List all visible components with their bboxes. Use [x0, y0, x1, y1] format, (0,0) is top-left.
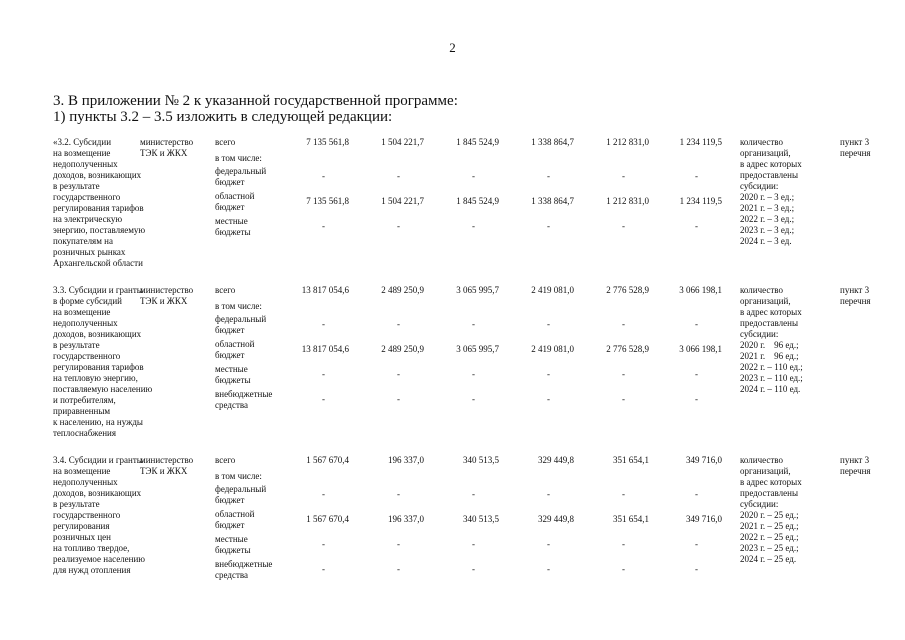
funding-value: - [695, 221, 698, 231]
funding-value: 1 338 864,7 [531, 137, 574, 147]
funding-value: - [322, 319, 325, 329]
indicator-result: количество организаций, в адрес которых предоставлены субсидии: 2020 г. – 3 ед.; 2021 г. – 3 ед.; 2022 г. – 3 ед.; 2023 г. – 3 ед.; 2024 г. – 3 ед. [740, 137, 802, 246]
funding-value: 1 212 831,0 [606, 196, 649, 206]
measure-name: 3.3. Субсидии и гранты в форме субсидий на возмещение недополученных доходов, возникающих в результате государственного регулирования тарифов на тепловую энергию, поставляемую населению и потребителям, приравненным к населению, на нужды теплоснабжения [53, 285, 153, 438]
funding-value: - [397, 171, 400, 181]
funding-value: 1 212 831,0 [606, 137, 649, 147]
funding-source: всего [215, 455, 236, 465]
funding-value: 7 135 561,8 [306, 137, 349, 147]
funding-source: областной бюджет [215, 339, 255, 360]
funding-value: 196 337,0 [388, 514, 424, 524]
funding-value: - [322, 221, 325, 231]
funding-value: - [322, 539, 325, 549]
funding-value: - [547, 171, 550, 181]
funding-source: внебюджетные средства [215, 559, 273, 580]
funding-value: - [472, 221, 475, 231]
funding-value: - [322, 394, 325, 404]
funding-source: в том числе: [215, 301, 262, 311]
heading [53, 93, 458, 125]
heading-line-1: 3. В приложении № 2 к указанной государственной программе: [53, 93, 458, 109]
funding-value: 2 776 528,9 [606, 285, 649, 295]
funding-value: - [397, 539, 400, 549]
funding-source: федеральный бюджет [215, 484, 267, 505]
funding-value: - [547, 539, 550, 549]
funding-value: 13 817 054,6 [301, 344, 349, 354]
funding-value: - [695, 564, 698, 574]
funding-value: 2 419 081,0 [531, 344, 574, 354]
funding-value: - [622, 564, 625, 574]
list-reference: пункт 3 перечня [840, 285, 871, 306]
funding-value: - [472, 489, 475, 499]
funding-value: - [397, 319, 400, 329]
funding-value: - [695, 171, 698, 181]
indicator-result: количество организаций, в адрес которых предоставлены субсидии: 2020 г. 96 ед.; 2021 г. 96 ед.; 2022 г. – 110 ед.; 2023 г. – 110 ед.; 2024 г. – 110 ед. [740, 285, 803, 394]
funding-value: - [547, 319, 550, 329]
funding-value: - [547, 394, 550, 404]
executor: министерство ТЭК и ЖКХ [140, 285, 194, 306]
funding-value: 13 817 054,6 [301, 285, 349, 295]
funding-source: в том числе: [215, 471, 262, 481]
funding-value: - [695, 319, 698, 329]
funding-value: 1 567 670,4 [306, 514, 349, 524]
list-reference: пункт 3 перечня [840, 137, 871, 158]
funding-value: 1 234 119,5 [679, 196, 722, 206]
funding-value: 351 654,1 [613, 455, 649, 465]
funding-value: - [622, 171, 625, 181]
indicator-result: количество организаций, в адрес которых предоставлены субсидии: 2020 г. – 25 ед.; 2021 г. – 25 ед.; 2022 г. – 25 ед.; 2023 г. – 25 ед.; 2024 г. – 25 ед. [740, 455, 802, 564]
funding-value: 351 654,1 [613, 514, 649, 524]
funding-value: - [322, 489, 325, 499]
funding-value: 349 716,0 [686, 455, 722, 465]
funding-value: 196 337,0 [388, 455, 424, 465]
funding-value: 3 065 995,7 [456, 285, 499, 295]
funding-value: - [695, 489, 698, 499]
funding-source: внебюджетные средства [215, 389, 273, 410]
funding-source: федеральный бюджет [215, 314, 267, 335]
funding-value: 1 504 221,7 [381, 196, 424, 206]
funding-value: 1 567 670,4 [306, 455, 349, 465]
funding-source: в том числе: [215, 153, 262, 163]
funding-value: 2 419 081,0 [531, 285, 574, 295]
funding-value: - [547, 221, 550, 231]
funding-source: всего [215, 285, 236, 295]
funding-value: - [472, 539, 475, 549]
funding-source: местные бюджеты [215, 216, 251, 237]
funding-value: 340 513,5 [463, 514, 499, 524]
funding-value: - [622, 394, 625, 404]
funding-value: - [472, 319, 475, 329]
funding-value: - [397, 221, 400, 231]
funding-source: местные бюджеты [215, 534, 251, 555]
funding-value: 3 066 198,1 [679, 285, 722, 295]
funding-value: 329 449,8 [538, 514, 574, 524]
funding-source: областной бюджет [215, 509, 255, 530]
funding-value: 349 716,0 [686, 514, 722, 524]
funding-value: - [472, 564, 475, 574]
funding-value: 3 065 995,7 [456, 344, 499, 354]
funding-value: - [622, 319, 625, 329]
funding-value: - [547, 489, 550, 499]
funding-value: - [695, 539, 698, 549]
funding-source: всего [215, 137, 236, 147]
funding-value: - [695, 394, 698, 404]
funding-value: - [322, 369, 325, 379]
funding-value: 329 449,8 [538, 455, 574, 465]
funding-value: 1 504 221,7 [381, 137, 424, 147]
funding-value: - [547, 564, 550, 574]
executor: министерство ТЭК и ЖКХ [140, 137, 194, 158]
funding-value: - [397, 564, 400, 574]
funding-value: - [322, 171, 325, 181]
funding-value: 340 513,5 [463, 455, 499, 465]
funding-value: - [547, 369, 550, 379]
funding-value: - [472, 171, 475, 181]
funding-value: - [397, 369, 400, 379]
funding-value: - [472, 394, 475, 404]
funding-source: областной бюджет [215, 191, 255, 212]
funding-value: - [322, 564, 325, 574]
funding-value: - [397, 394, 400, 404]
funding-value: - [622, 369, 625, 379]
funding-value: - [472, 369, 475, 379]
page-number: 2 [449, 40, 456, 55]
funding-value: 2 489 250,9 [381, 285, 424, 295]
funding-source: федеральный бюджет [215, 166, 267, 187]
funding-value: - [695, 369, 698, 379]
funding-value: 1 845 524,9 [456, 137, 499, 147]
heading-line-2: 1) пункты 3.2 – 3.5 изложить в следующей редакции: [53, 109, 393, 125]
funding-value: - [622, 221, 625, 231]
funding-value: 3 066 198,1 [679, 344, 722, 354]
funding-value: 2 489 250,9 [381, 344, 424, 354]
funding-source: местные бюджеты [215, 364, 251, 385]
funding-value: - [397, 489, 400, 499]
measure-name: «3.2. Субсидии на возмещение недополученных доходов, возникающих в результате государственного регулирования тарифов на электрическую энергию, поставляемую покупателям на розничных рынках Архангельской области [53, 137, 146, 268]
funding-value: 1 234 119,5 [679, 137, 722, 147]
funding-value: 2 776 528,9 [606, 344, 649, 354]
funding-value: 1 845 524,9 [456, 196, 499, 206]
executor: министерство ТЭК и ЖКХ [140, 455, 194, 476]
funding-value: - [622, 539, 625, 549]
funding-value: - [622, 489, 625, 499]
funding-value: 1 338 864,7 [531, 196, 574, 206]
measure-name: 3.4. Субсидии и гранты на возмещение недополученных доходов, возникающих в результате государственного регулирования розничных цен на топливо твердое, реализуемое населению для нужд отопления [53, 455, 146, 575]
list-reference: пункт 3 перечня [840, 455, 871, 476]
funding-value: 7 135 561,8 [306, 196, 349, 206]
